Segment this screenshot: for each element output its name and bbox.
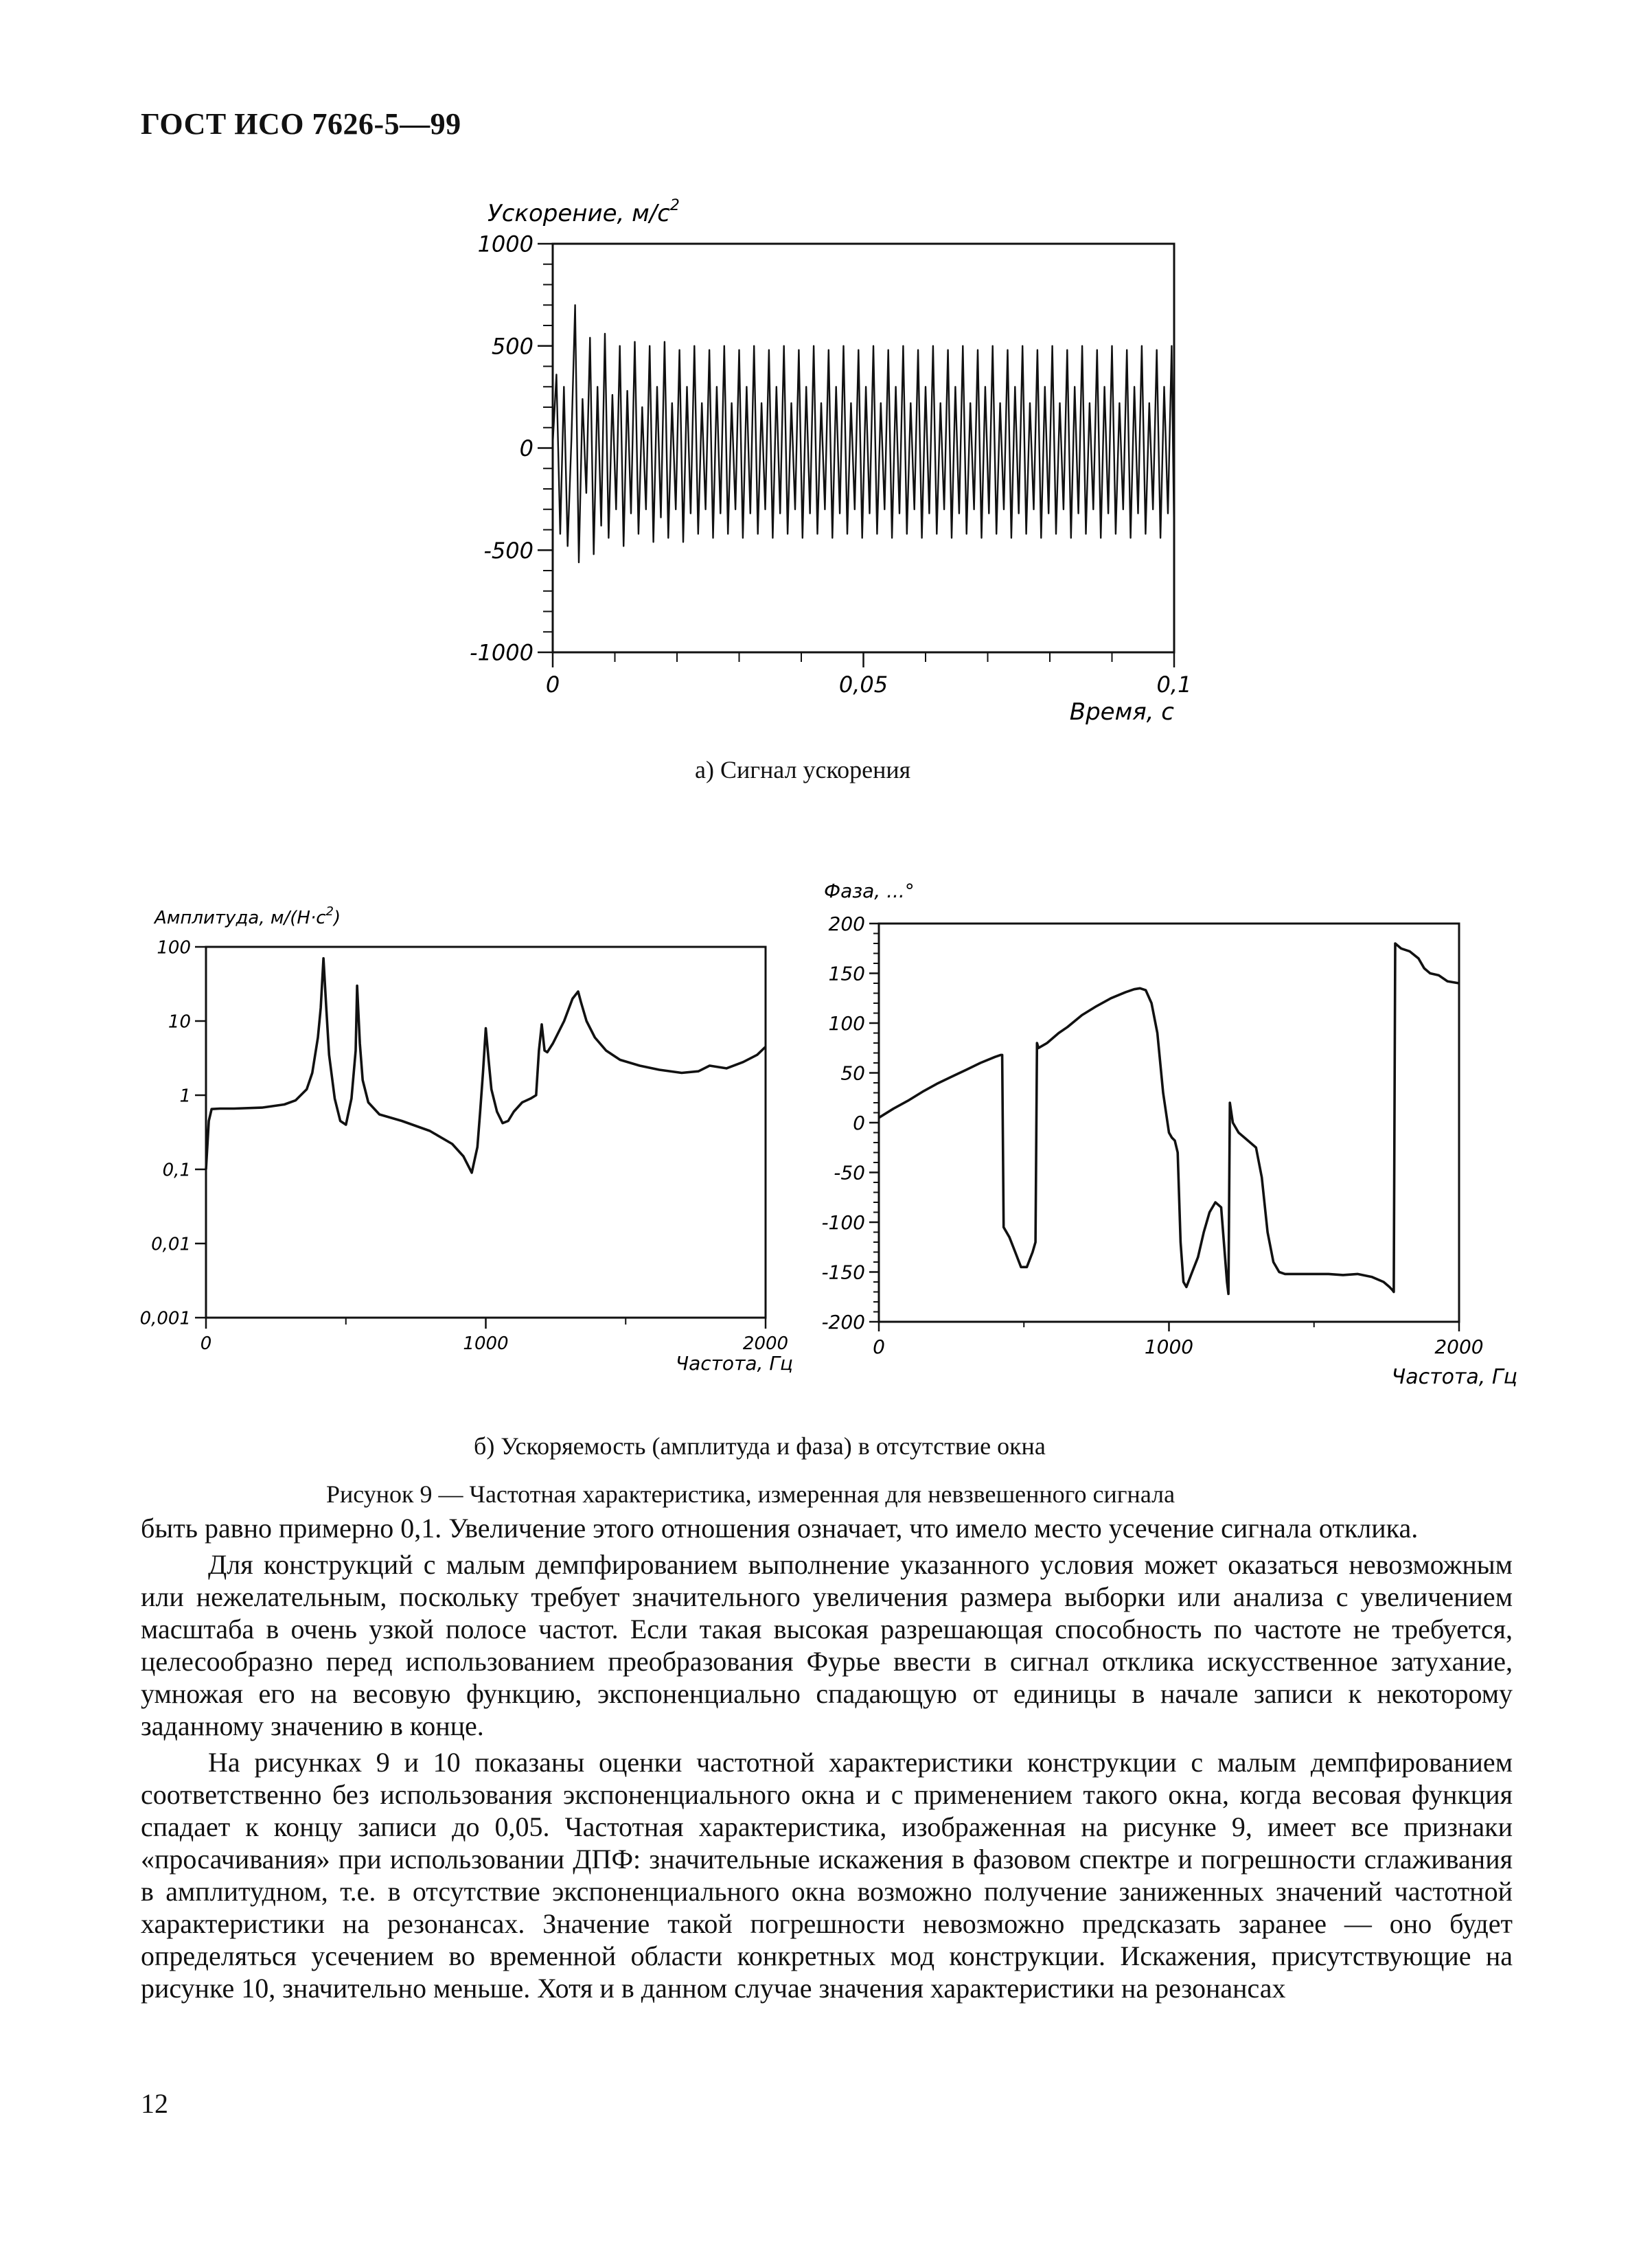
xlabel-frequency-phase: Частота, Гц: [1391, 1365, 1517, 1389]
x-tick-label: 1000: [1144, 1336, 1194, 1358]
paragraph-1: быть равно примерно 0,1. Увеличение этого отношения означает, что имело место усечение сигнала отклика.: [141, 1513, 1419, 1544]
paragraph-3: На рисунках 9 и 10 показаны оценки частотной характеристики конструкции с малым демпфированием соответственно без использования экспоненциального окна и с применением такого окна, когда весовая функция спадает к концу записи до 0,05. Частотная характеристика, изображенная на рисунке 9, имеет все признаки «просачивания» при использовании ДПФ: значительные искажения в фазовом спектре и погрешности сглаживания в амплитудном, т.е. в отсутствие экспоненциального окна возможно получение заниженных значений частотной характеристики на резонансах. Значение такой погрешности невозможно предсказать заранее — оно будет определяться усечением во временной области конкретных мод конструкции. Искажения, присутствующие на рисунке 10, значительно меньше. Хотя и в данном случае значения характеристики на резонансах: [141, 1747, 1513, 2004]
y-tick-label: 10: [168, 1011, 191, 1033]
y-tick-label: -100: [821, 1211, 865, 1235]
plot-frame-amplitude: [206, 947, 766, 1318]
y-tick-label: 100: [157, 937, 191, 959]
xlabel-time: Время, с: [1069, 698, 1174, 726]
x-tick-label: 0: [873, 1336, 885, 1358]
x-tick-label: 0: [545, 672, 560, 698]
y-tick-label: 500: [491, 333, 534, 360]
amplitude-series-line: [206, 959, 766, 1173]
x-tick-label: 2000: [742, 1333, 789, 1354]
y-tick-label: 0,001: [139, 1308, 191, 1329]
page-number: 12: [141, 2088, 168, 2119]
y-tick-label: 200: [828, 913, 865, 936]
y-tick-label: -50: [834, 1161, 865, 1184]
y-tick-label: 150: [828, 962, 865, 985]
document-header: ГОСТ ИСО 7626-5—99: [141, 107, 461, 141]
acceleration-signal-chart: [439, 185, 1229, 735]
x-tick-label: 0: [200, 1333, 212, 1354]
x-tick-label: 1000: [463, 1333, 509, 1354]
y-tick-label: 0: [519, 435, 534, 462]
x-tick-label: 2000: [1434, 1336, 1484, 1358]
phase-series-line: [879, 943, 1459, 1294]
figure-title: Рисунок 9 — Частотная характеристика, измеренная для невзвешенного сигнала: [326, 1480, 1175, 1508]
y-tick-label: -1000: [470, 639, 534, 666]
ylabel-phase: Фаза, ...°: [824, 880, 915, 902]
y-tick-label: 1: [179, 1086, 191, 1107]
y-tick-label: 0,01: [151, 1234, 191, 1255]
paragraph-2: Для конструкций с малым демпфированием выполнение указанного условия может оказаться невозможным или нежелательным, поскольку требует значительного увеличения размера выборки или анализа с увеличением масштаба в очень узкой полосе частот. Если такая высокая разрешающая способность по частоте не требуется, целесообразно перед использованием преобразования Фурье ввести в сигнал отклика искусственное затухание, умножая его на весовую функцию, экспоненциально спадающую от единицы в начале записи к некоторому заданному значению в конце.: [141, 1549, 1513, 1741]
x-tick-label: 0,05: [838, 672, 888, 698]
y-tick-label: 1000: [477, 231, 534, 257]
xlabel-frequency-amplitude: Частота, Гц: [675, 1352, 793, 1375]
body-text: [141, 1512, 1513, 2004]
y-tick-label: -500: [483, 537, 534, 564]
amplitude-chart: [137, 886, 796, 1394]
y-tick-label: 100: [828, 1012, 865, 1035]
y-tick-label: 0,1: [162, 1160, 191, 1181]
y-tick-label: -150: [821, 1261, 865, 1284]
plot-frame-phase: [879, 924, 1459, 1322]
y-tick-label: 50: [840, 1062, 865, 1085]
y-tick-label: -200: [821, 1311, 865, 1334]
y-tick-label: 0: [853, 1112, 865, 1135]
caption-a: а) Сигнал ускорения: [695, 756, 911, 783]
acceleration-series-line: [553, 305, 1174, 562]
caption-b: б) Ускоряемость (амплитуда и фаза) в отсутствие окна: [474, 1432, 1046, 1460]
phase-chart: [796, 862, 1538, 1411]
ylabel-amplitude: Амплитуда, $м/(Н\cdot с^2)$: [154, 904, 341, 928]
x-tick-label: 0,1: [1156, 672, 1192, 698]
plot-frame-acceleration: [553, 244, 1174, 652]
ylabel-acceleration: Ускорение, $м/с^2$: [487, 197, 680, 227]
